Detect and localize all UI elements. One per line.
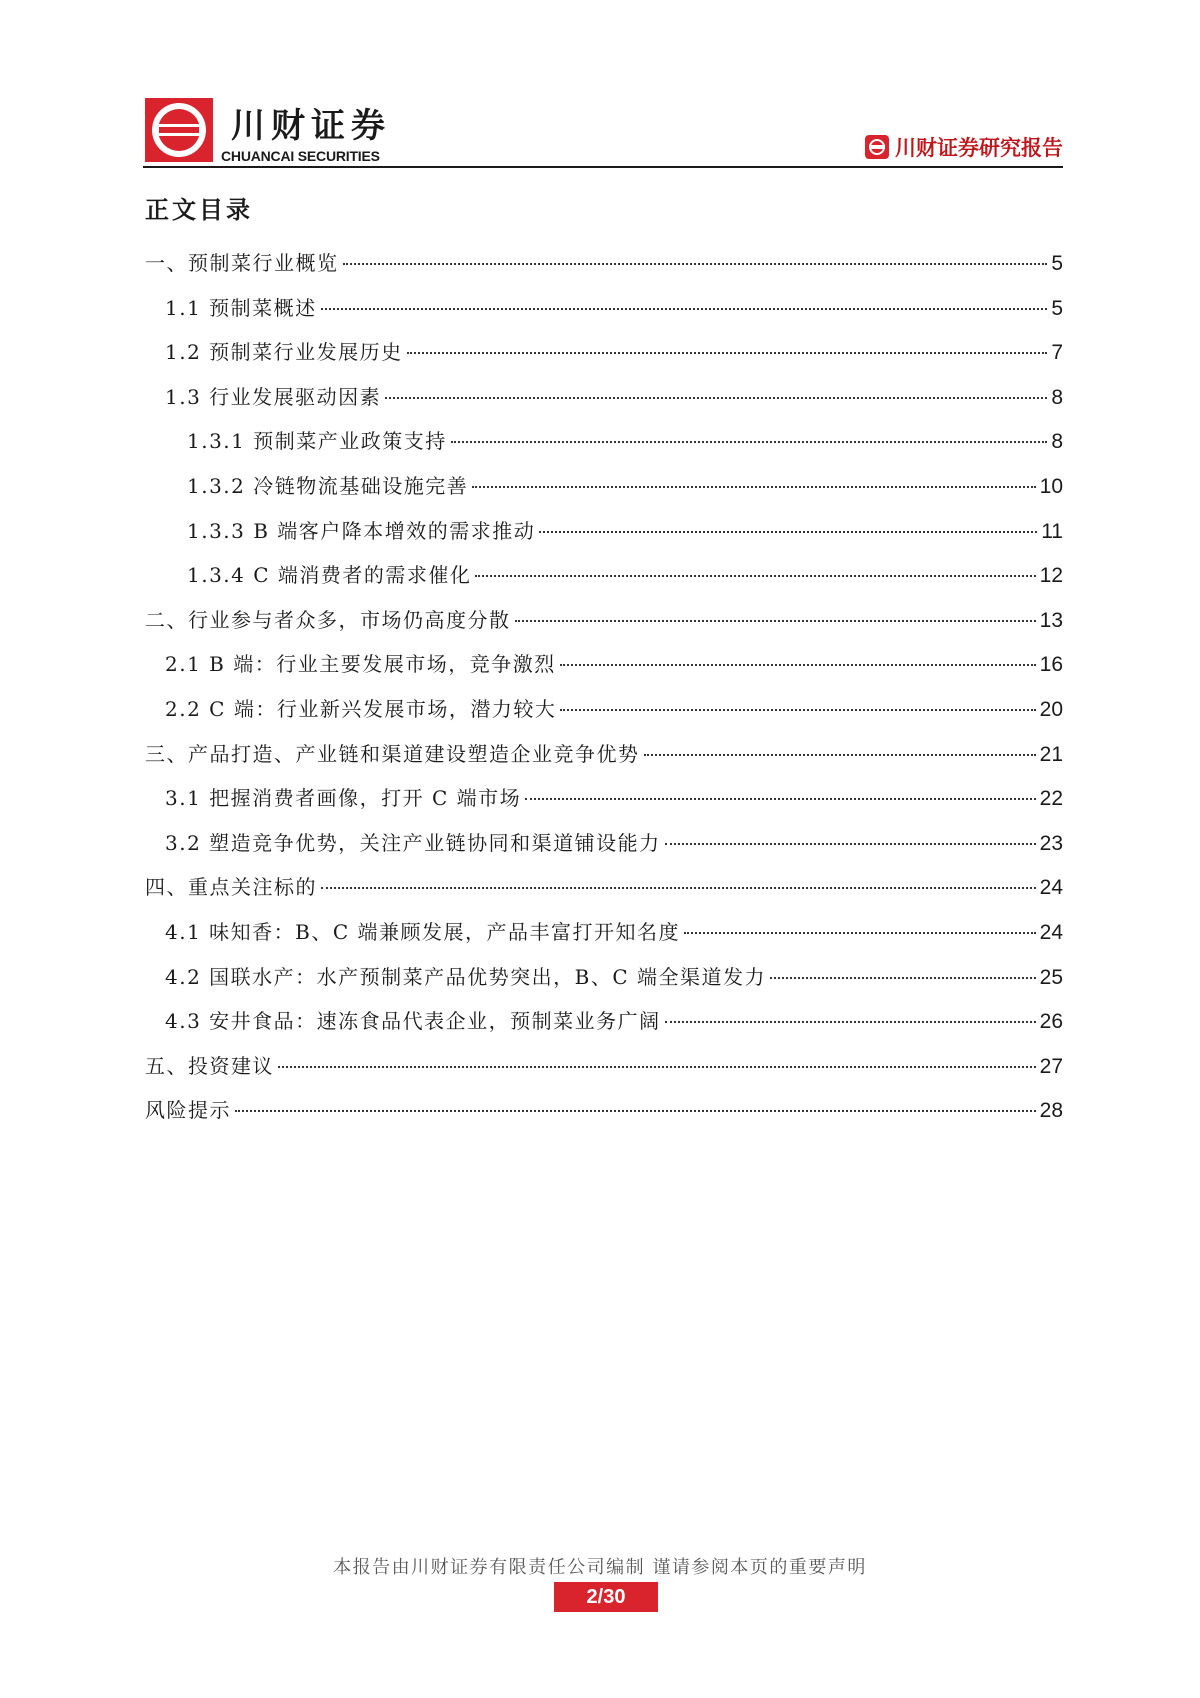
toc-entry-text: 二、行业参与者众多，市场仍高度分散 xyxy=(145,607,511,632)
toc-dot-leader xyxy=(665,1021,1036,1023)
toc-page-number: 10 xyxy=(1039,474,1063,498)
toc-dot-leader xyxy=(475,575,1035,577)
table-of-contents xyxy=(145,248,1063,1140)
header-divider xyxy=(143,166,1063,168)
toc-entry-text: 五、投资建议 xyxy=(145,1053,274,1078)
toc-page-number: 22 xyxy=(1039,787,1063,811)
toc-page-number: 25 xyxy=(1039,965,1063,989)
toc-page-number: 26 xyxy=(1039,1010,1063,1034)
report-label xyxy=(865,132,1063,162)
toc-page-number: 12 xyxy=(1039,564,1063,588)
toc-dot-leader xyxy=(539,531,1037,533)
toc-page-number: 7 xyxy=(1051,341,1063,365)
toc-entry-text: 1.1 预制菜概述 xyxy=(165,295,317,320)
toc-entry-text: 1.3.1 预制菜产业政策支持 xyxy=(187,429,447,454)
toc-entry[interactable] xyxy=(145,1051,1063,1096)
toc-entry[interactable] xyxy=(145,649,1063,694)
toc-entry-text: 一、预制菜行业概览 xyxy=(145,251,339,275)
toc-entry[interactable] xyxy=(145,560,1063,605)
toc-page-number: 21 xyxy=(1039,742,1063,766)
toc-entry[interactable] xyxy=(145,605,1063,650)
toc-entry[interactable] xyxy=(145,1006,1063,1051)
toc-page-number: 5 xyxy=(1051,296,1063,320)
toc-dot-leader xyxy=(644,754,1036,756)
toc-entry-text: 2.1 B 端：行业主要发展市场，竞争激烈 xyxy=(165,652,556,677)
toc-entry-text: 2.2 C 端：行业新兴发展市场，潜力较大 xyxy=(165,696,557,721)
toc-page-number: 16 xyxy=(1039,653,1063,677)
chuancai-logo-icon xyxy=(143,96,215,164)
toc-page-number: 11 xyxy=(1041,519,1063,543)
toc-entry[interactable] xyxy=(145,828,1063,873)
toc-page-number: 8 xyxy=(1051,430,1063,454)
toc-dot-leader xyxy=(515,620,1036,622)
toc-entry[interactable] xyxy=(145,783,1063,828)
toc-page-number: 28 xyxy=(1039,1099,1063,1123)
toc-entry[interactable] xyxy=(145,739,1063,784)
toc-entry[interactable] xyxy=(145,1095,1063,1140)
toc-page-number: 20 xyxy=(1039,697,1063,721)
toc-entry[interactable] xyxy=(145,293,1063,338)
toc-entry-text: 3.2 塑造竞争优势，关注产业链协同和渠道铺设能力 xyxy=(165,830,661,855)
toc-page-number: 24 xyxy=(1039,876,1063,900)
toc-entry[interactable] xyxy=(145,516,1063,561)
toc-page-number: 27 xyxy=(1039,1054,1063,1078)
toc-page-number: 5 xyxy=(1051,252,1063,275)
toc-dot-leader xyxy=(451,441,1048,443)
toc-entry-text: 3.1 把握消费者画像，打开 C 端市场 xyxy=(165,786,522,811)
toc-entry[interactable] xyxy=(145,962,1063,1007)
toc-entry[interactable] xyxy=(145,426,1063,471)
toc-page-number: 23 xyxy=(1039,831,1063,855)
toc-page-number: 8 xyxy=(1051,385,1063,409)
toc-entry-text: 4.1 味知香：B、C 端兼顾发展，产品丰富打开知名度 xyxy=(165,919,681,944)
toc-entry-text: 风险提示 xyxy=(145,1098,231,1123)
toc-dot-leader xyxy=(407,352,1048,354)
toc-entry-text: 三、产品打造、产业链和渠道建设塑造企业竞争优势 xyxy=(145,741,640,766)
toc-entry[interactable] xyxy=(145,337,1063,382)
toc-entry[interactable] xyxy=(145,694,1063,739)
toc-entry-text: 1.3.3 B 端客户降本增效的需求推动 xyxy=(187,518,536,543)
toc-entry[interactable] xyxy=(145,872,1063,917)
toc-entry-text: 4.3 安井食品：速冻食品代表企业，预制菜业务广阔 xyxy=(165,1009,661,1034)
brand-name-cn: 川财证券 xyxy=(231,106,391,146)
toc-dot-leader xyxy=(343,263,1048,265)
toc-entry-text: 1.3 行业发展驱动因素 xyxy=(165,384,382,409)
footer-disclaimer: 本报告由川财证券有限责任公司编制 谨请参阅本页的重要声明 xyxy=(333,1557,867,1578)
toc-dot-leader xyxy=(560,709,1035,711)
toc-entry-text: 1.2 预制菜行业发展历史 xyxy=(165,340,403,365)
toc-dot-leader xyxy=(684,932,1036,934)
toc-dot-leader xyxy=(525,798,1035,800)
toc-title: 正文目录 xyxy=(145,196,253,224)
toc-dot-leader xyxy=(321,308,1048,310)
toc-entry-text: 1.3.4 C 端消费者的需求催化 xyxy=(187,563,472,588)
toc-dot-leader xyxy=(472,486,1035,488)
toc-entry-text: 1.3.2 冷链物流基础设施完善 xyxy=(187,473,469,498)
toc-dot-leader xyxy=(278,1066,1036,1068)
brand-name-en: CHUANCAI SECURITIES xyxy=(221,148,380,164)
report-label-text: 川财证券研究报告 xyxy=(895,136,1063,160)
toc-entry-text: 四、重点关注标的 xyxy=(145,875,317,900)
toc-dot-leader xyxy=(385,397,1047,399)
toc-entry[interactable] xyxy=(145,471,1063,516)
page-indicator: 2/30 xyxy=(554,1582,658,1612)
chuancai-small-logo-icon xyxy=(865,135,889,159)
toc-dot-leader xyxy=(235,1110,1036,1112)
toc-entry-text: 4.2 国联水产：水产预制菜产品优势突出，B、C 端全渠道发力 xyxy=(165,964,767,989)
toc-entry[interactable] xyxy=(145,917,1063,962)
toc-dot-leader xyxy=(321,887,1036,889)
toc-dot-leader xyxy=(665,843,1036,845)
toc-entry[interactable] xyxy=(145,248,1063,293)
page-header xyxy=(143,94,1063,170)
toc-page-number: 24 xyxy=(1039,920,1063,944)
toc-entry[interactable] xyxy=(145,382,1063,427)
toc-dot-leader xyxy=(770,977,1036,979)
toc-page-number: 13 xyxy=(1039,608,1063,632)
toc-dot-leader xyxy=(560,664,1036,666)
